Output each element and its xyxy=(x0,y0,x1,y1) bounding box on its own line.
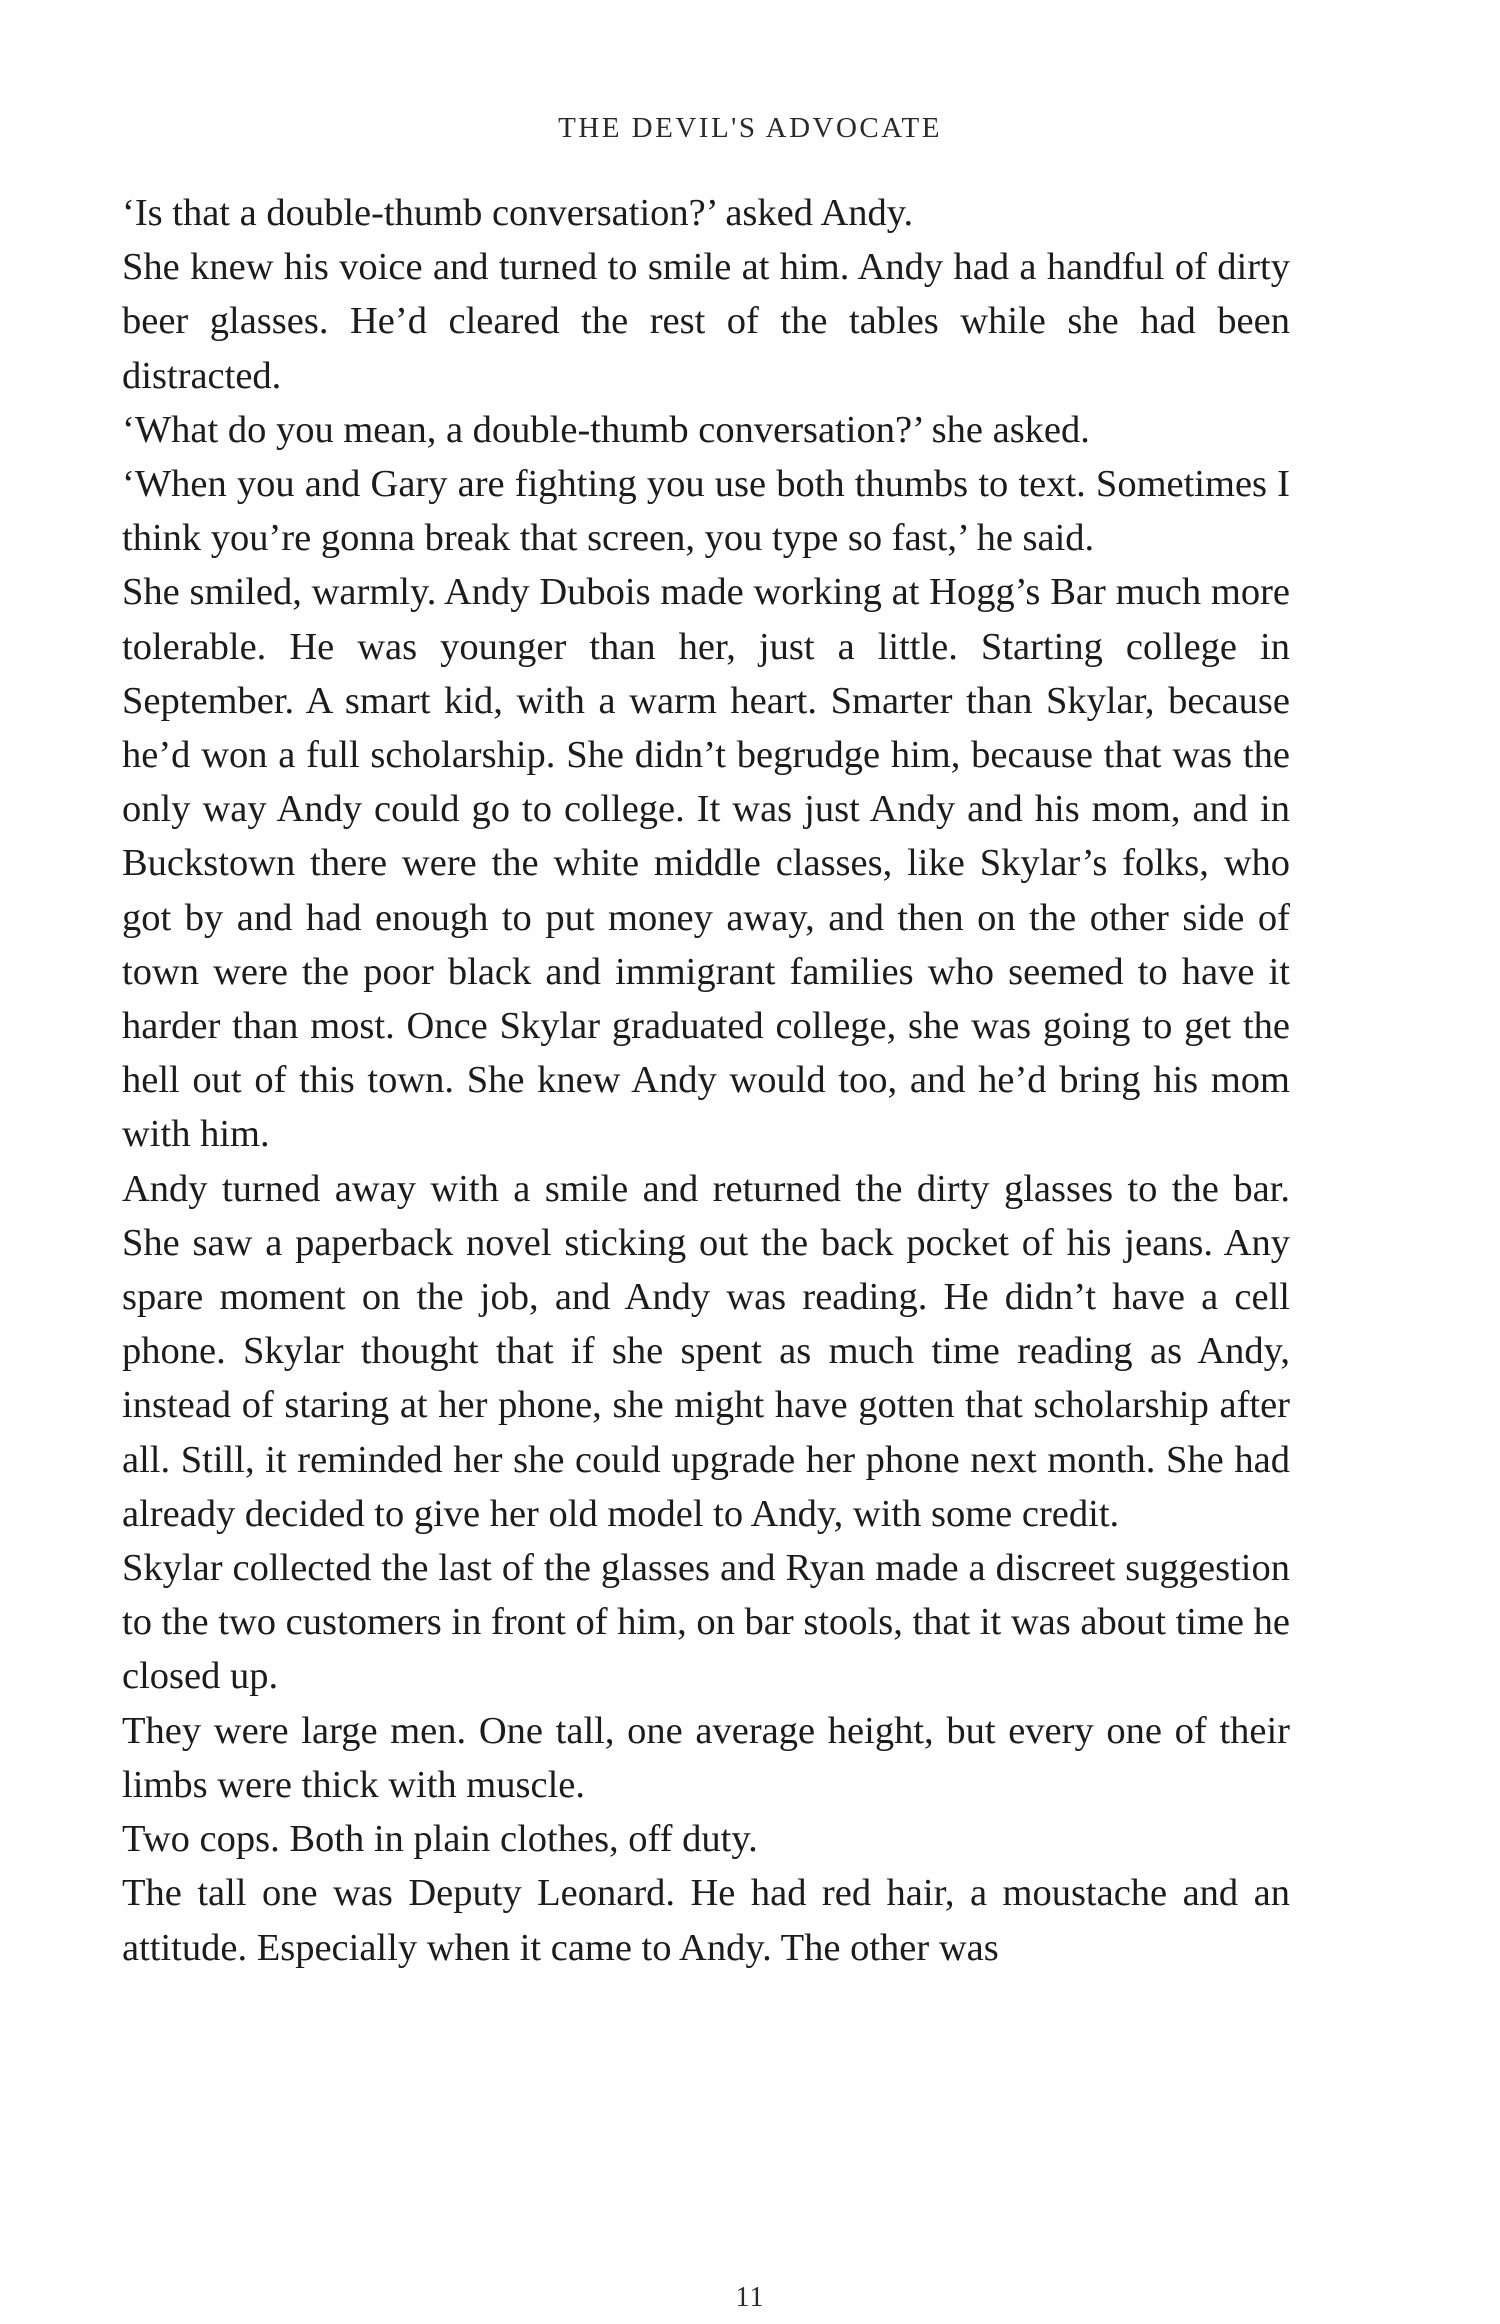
body-text xyxy=(122,186,1290,1975)
paragraph: They were large men. One tall, one average height, but every one of their limbs were thick with muscle. xyxy=(122,1709,1290,1806)
paragraph: She knew his voice and turned to smile at him. Andy had a handful of dirty beer glasses. He’d cleared the rest of the tables while she had been distracted. xyxy=(122,246,1290,397)
page-number: 11 xyxy=(735,2282,765,2313)
paragraph: Skylar collected the last of the glasses and Ryan made a discreet suggestion to the two customers in front of him, on bar stools, that it was about time he closed up. xyxy=(122,1547,1290,1698)
paragraph: The tall one was Deputy Leonard. He had red hair, a moustache and an attitude. Especially when it came to Andy. The other was xyxy=(122,1872,1290,1969)
paragraph: ‘When you and Gary are fighting you use both thumbs to text. Sometimes I think you’re gonna break that screen, you type so fast,’ he said. xyxy=(122,463,1290,560)
paragraph: Two cops. Both in plain clothes, off duty. xyxy=(122,1818,758,1861)
paragraph: ‘Is that a double-thumb conversation?’ asked Andy. xyxy=(122,192,914,234)
paragraph: She smiled, warmly. Andy Dubois made working at Hogg’s Bar much more tolerable. He was younger than her, just a little. Starting college in September. A smart kid, with a warm heart. Smarter than Skylar, because he’d won a full scholarship. She didn’t begrudge him, because that was the only way Andy could go to college. It was just Andy and his mom, and in Buckstown there were the white middle classes, like Skylar’s folks, who got by and had enough to put money away, and then on the other side of town were the poor black and immigrant families who seemed to have it harder than most. Once Skylar graduated college, she was going to get the hell out of this town. She knew Andy would too, and he’d bring his mom with him. xyxy=(122,571,1290,1156)
paragraph: ‘What do you mean, a double-thumb conversation?’ she asked. xyxy=(122,408,1090,451)
paragraph: Andy turned away with a smile and returned the dirty glasses to the bar. She saw a paperback novel sticking out the back pocket of his jeans. Any spare moment on the job, and Andy was reading. He didn’t have a cell phone. Skylar thought that if she spent as much time reading as Andy, instead of staring at her phone, she might have gotten that scholarship after all. Still, it reminded her she could upgrade her phone next month. She had already decided to give her old model to Andy, with some credit. xyxy=(122,1167,1290,1535)
running-head: THE DEVIL'S ADVOCATE xyxy=(558,112,942,144)
